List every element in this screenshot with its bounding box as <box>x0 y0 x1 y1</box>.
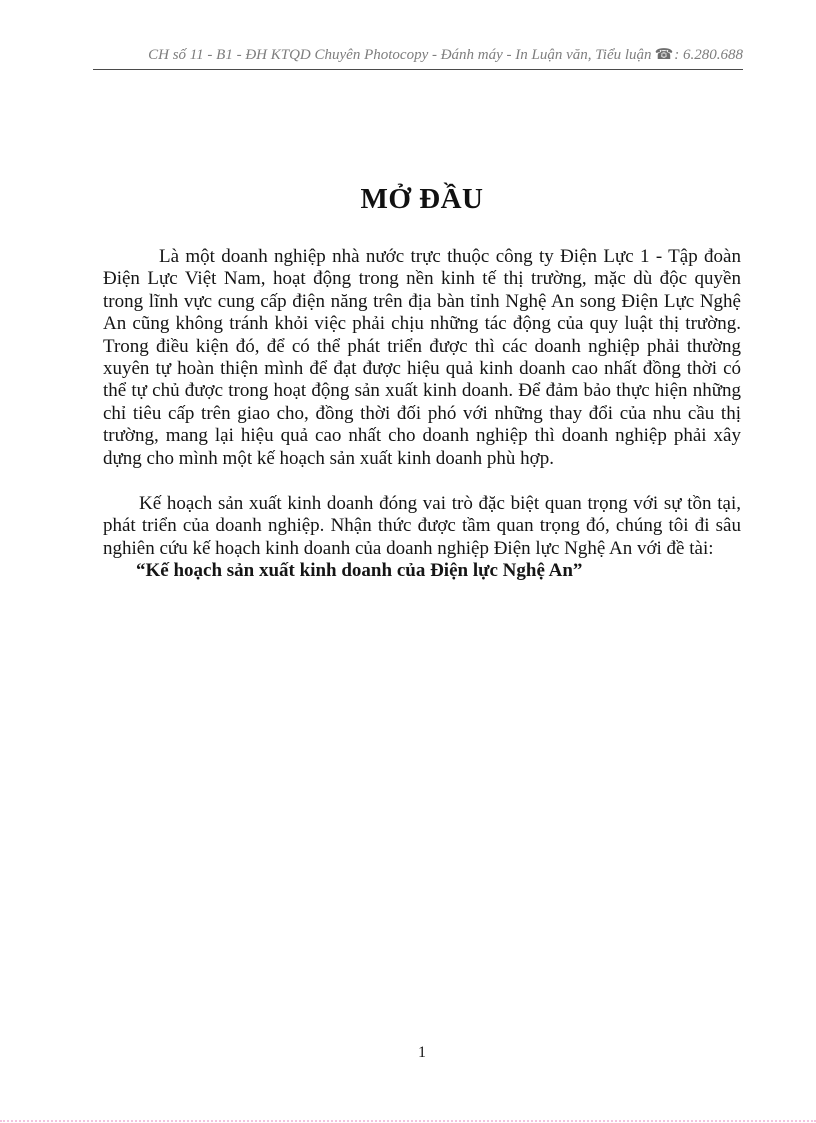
page-number: 1 <box>418 1044 426 1061</box>
paragraph-purpose: Kế hoạch sản xuất kinh doanh đóng vai trò đặc biệt quan trọng với sự tồn tại, phát triển của doanh nghiệp. Nhận thức được tầm quan trọng đó, chúng tôi đi sâu nghiên cứu kế hoạch kinh doanh của doanh nghiệp Điện lực Nghệ An với đề tài: <box>103 493 741 559</box>
page-header <box>93 46 743 70</box>
header-text: CH số 11 - B1 - ĐH KTQD Chuyên Photocopy - Đánh máy - In Luận văn, Tiểu luận <box>148 47 652 63</box>
paragraph-intro: Là một doanh nghiệp nhà nước trực thuộc công ty Điện Lực 1 - Tập đoàn Điện Lực Việt Nam, hoạt động trong nền kinh tế thị trường, mặc dù độc quyền trong lĩnh vực cung cấp điện năng trên địa bàn tỉnh Nghệ An song Điện Lực Nghệ An cũng không tránh khỏi việc phải chịu những tác động của quy luật thị trường. Trong điều kiện đó, để có thể phát triển được thì các doanh nghiệp phải thường xuyên tự hoàn thiện mình để đạt được hiệu quả kinh doanh cao nhất đồng thời có thể tự chủ được trong hoạt động sản xuất kinh doanh. Để đảm bảo thực hiện những chỉ tiêu cấp trên giao cho, đồng thời đối phó với những thay đổi của nhu cầu thị trường, mang lại hiệu quả cao nhất cho doanh nghiệp thì doanh nghiệp phải xây dựng cho mình một kế hoạch sản xuất kinh doanh phù hợp. <box>103 246 741 469</box>
telephone-icon: ☎ <box>654 47 674 63</box>
header-phone-number: : 6.280.688 <box>674 47 743 63</box>
chapter-title: MỞ ĐẦU <box>360 183 484 215</box>
body-text-column <box>103 246 741 583</box>
page-boundary-marker <box>0 1120 816 1122</box>
thesis-title: “Kế hoạch sản xuất kinh doanh của Điện lực Nghệ An” <box>136 560 583 582</box>
